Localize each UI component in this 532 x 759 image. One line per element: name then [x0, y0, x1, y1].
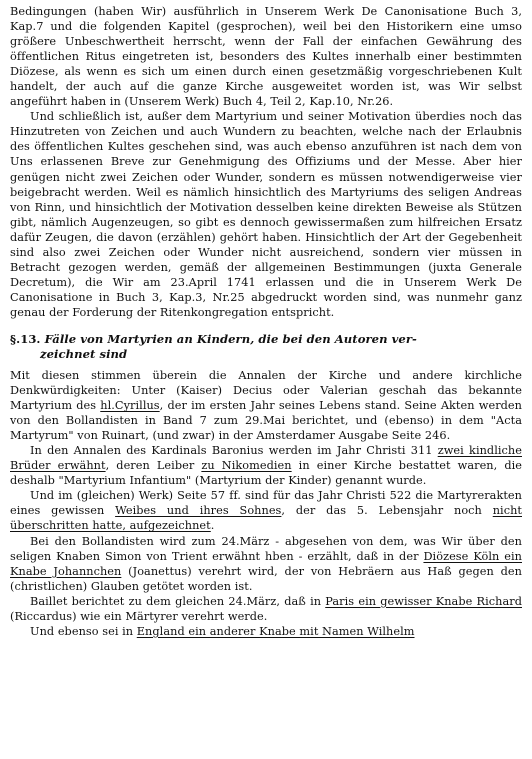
underlined-nikomedien: zu Nikomedien — [201, 459, 292, 473]
underlined-koeln: Diözese Köln ein Knabe Johannchen — [10, 549, 522, 578]
paragraph-3-text-b: , der im ersten Jahr seines Lebens stand. Seine Akten werden von den Bollandisten in Band 7 zum 29.Mai berichtet, und (ebenso) in dem "Acta Martyrum" von Ruinart, (und zwar) in der Amsterdamer Ausgabe Seite 246. — [10, 399, 522, 443]
paragraph-5-text-a: Und im (gleichen) Werk) Seite 57 ff. sind für das Jahr Christi 522 die Martyrerakten eines gewissen — [10, 489, 522, 518]
underlined-brothers: zwei kindliche Brüder erwähnt — [10, 444, 522, 473]
paragraph-3 — [10, 368, 522, 443]
paragraph-1 — [10, 4, 522, 109]
paragraph-4-text-c: in einer Kirche bestattet waren, die deshalb "Martyrium Infantium" (Martyrium der Kinder) genannt wurde. — [10, 459, 523, 488]
paragraph-5-text-b: , der das 5. Lebensjahr noch — [281, 504, 493, 518]
paragraph-6-text-b: (Joanettus) verehrt wird, der von Hebräern aus Haß gegen den (christlichen) Glauben getötet worden ist. — [10, 564, 522, 593]
paragraph-4 — [10, 443, 522, 488]
underlined-not-exceeded: nicht überschritten hatte, aufgezeichnet — [10, 504, 522, 533]
paragraph-4-text-b: , deren Leiber — [105, 459, 202, 473]
paragraph-3-text-a: Mit diesen stimmen überein die Annalen der Kirche und andere kirchliche Denkwürdigkeiten: Unter (Kaiser) Decius oder Valerian geschah das bekannte Martyrium des — [10, 368, 522, 413]
paragraph-7 — [10, 594, 522, 624]
section-number: §.13. — [10, 331, 41, 346]
underlined-england: England ein anderer Knabe mit Namen Wilhelm — [136, 624, 415, 638]
paragraph-4-text-a: In den Annalen des Kardinals Baronius werden im Jahr Christi 311 — [30, 444, 438, 458]
paragraph-2-text: Und schließlich ist, außer dem Martyrium und seiner Motivation überdies noch das Hinzutreten von Zeichen und auch Wundern zu beachten, welche nach der Erlaubnis des öffentlichen Kultes geschehen sind, was auch ebenso anzuführen ist nach dem von Uns erlassenen Breve zur Genehmigung des Offiziums und der Messe. Aber hier genügen nicht zwei Zeichen oder Wunder, sondern es müssen notwendigerweise vier beigebracht werden. Weil es nämlich hinsichtlich des Martyriums des seligen Andreas von Rinn, und hinsichtlich der Motivation desselben keine direkten Beweise als Stützen gibt, nämlich Augenzeugen, so gibt es dennoch gewissermaßen zum hilfreichen Ersatz dafür Zeugen, die davon (erzählen) gehört haben. Hinsichtlich der Art der Gegebenheit sind also zwei Zeichen oder Wunder nicht ausreichend, sondern vier müssen in Betracht gezogen werden, gemäß der allgemeinen Bestimmungen (juxta Generale Decretum), die Wir am 23.April 1741 erlassen und die in Unserem Werk De Canonisatione in Buch 3, Kap.3, Nr.25 abgedruckt worden sind, was nunmehr ganz genau der Forderung der Ritenkongregation entspricht. — [10, 110, 522, 319]
section-heading — [10, 332, 522, 362]
paragraph-6 — [10, 534, 522, 594]
paragraph-8-text-a: Und ebenso sei in — [30, 624, 137, 638]
paragraph-8 — [10, 624, 522, 639]
paragraph-2 — [10, 109, 522, 320]
paragraph-5 — [10, 488, 522, 533]
section-title-line-1: Fälle von Martyrien an Kindern, die bei den Autoren ver- — [44, 331, 417, 346]
paragraph-7-text-b: (Riccardus) wie ein Märtyrer verehrt werde. — [10, 609, 268, 623]
paragraph-7-text-a: Baillet berichtet zu dem gleichen 24.März, daß in — [30, 594, 326, 608]
document-page — [10, 4, 522, 639]
paragraph-6-text-a: Bei den Bollandisten wird zum 24.März - abgesehen von dem, was Wir über den seligen Knaben Simon von Trient erwähnt hben - erzählt, daß in der — [10, 534, 522, 563]
paragraph-5-text-c: . — [210, 519, 215, 533]
underlined-paris: Paris ein gewisser Knabe Richard — [325, 594, 522, 608]
underlined-cyrillus: hl.Cyrillus — [100, 399, 160, 413]
underlined-woman-son: Weibes und ihres Sohnes — [115, 504, 282, 518]
section-title-line-2: zeichnet sind — [40, 346, 128, 361]
paragraph-1-text: Bedingungen (haben Wir) ausführlich in Unserem Werk De Canonisatione Buch 3, Kap.7 und die folgenden Kapitel (gesprochen), weil bei den Historikern eine umso größere Unbeschwertheit herrscht, wenn der Fall der einfachen Gewährung des öffentlichen Ritus eingetreten ist, besonders des Kultes innerhalb einer bestimmten Diözese, als wenn es sich um einen durch einen gesetzmäßig vorgeschriebenen Kult handelt, der auch auf die ganze Kirche ausgeweitet worden ist, was Wir selbst angeführt haben in (Unserem Werk) Buch 4, Teil 2, Kap.10, Nr.26. — [10, 5, 522, 109]
